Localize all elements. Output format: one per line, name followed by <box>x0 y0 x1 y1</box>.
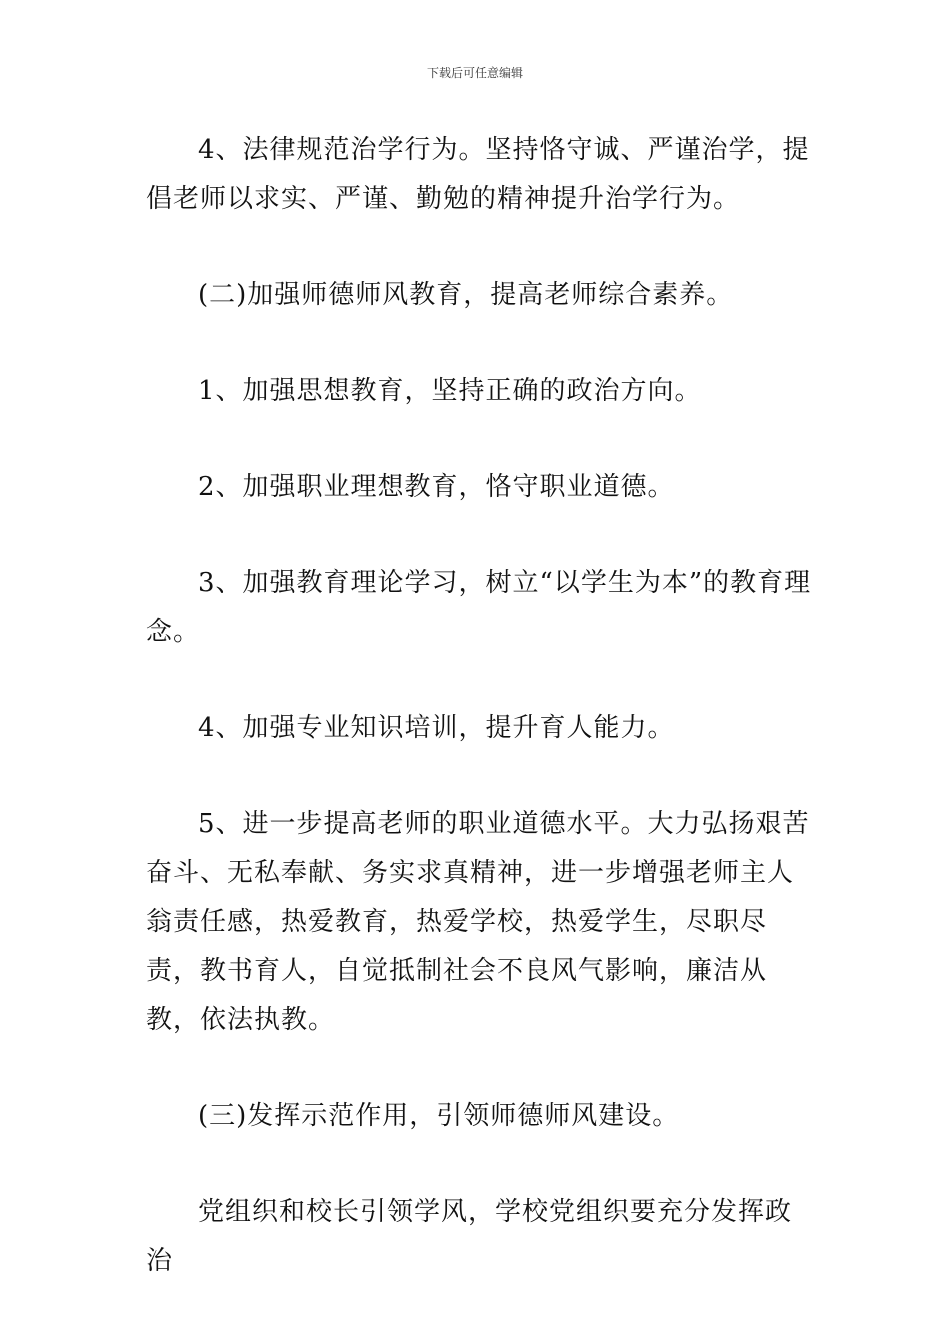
paragraph-9: 党组织和校长引领学风，学校党组织要充分发挥政治 <box>146 1197 793 1276</box>
paragraph-5: 3、加强教育理论学习，树立“以学生为本”的教育理念。 <box>146 568 812 647</box>
paragraph-1: 4、法律规范治学行为。坚持恪守诚、严谨治学，提倡老师以求实、严谨、勤勉的精神提升治学行为。 <box>146 135 810 214</box>
document-body <box>146 126 814 1286</box>
paragraph-4: 2、加强职业理想教育，恪守职业道德。 <box>198 472 675 502</box>
section-heading-3: (三)发挥示范作用，引领师德师风建设。 <box>198 1101 680 1131</box>
page-header: 下载后可任意编辑 <box>426 66 523 80</box>
paragraph-3: 1、加强思想教育，坚持正确的政治方向。 <box>198 376 702 406</box>
paragraph-6: 4、加强专业知识培训，提升育人能力。 <box>198 713 675 743</box>
section-heading-2: (二)加强师德师风教育，提高老师综合素养。 <box>198 280 734 310</box>
paragraph-7: 5、进一步提高老师的职业道德水平。大力弘扬艰苦奋斗、无私奉献、务实求真精神，进一步增强老师主人翁责任感，热爱教育，热爱学校，热爱学生，尽职尽责，教书育人，自觉抵制社会不良风气影响，廉洁从教，依法执教。 <box>146 809 810 1035</box>
